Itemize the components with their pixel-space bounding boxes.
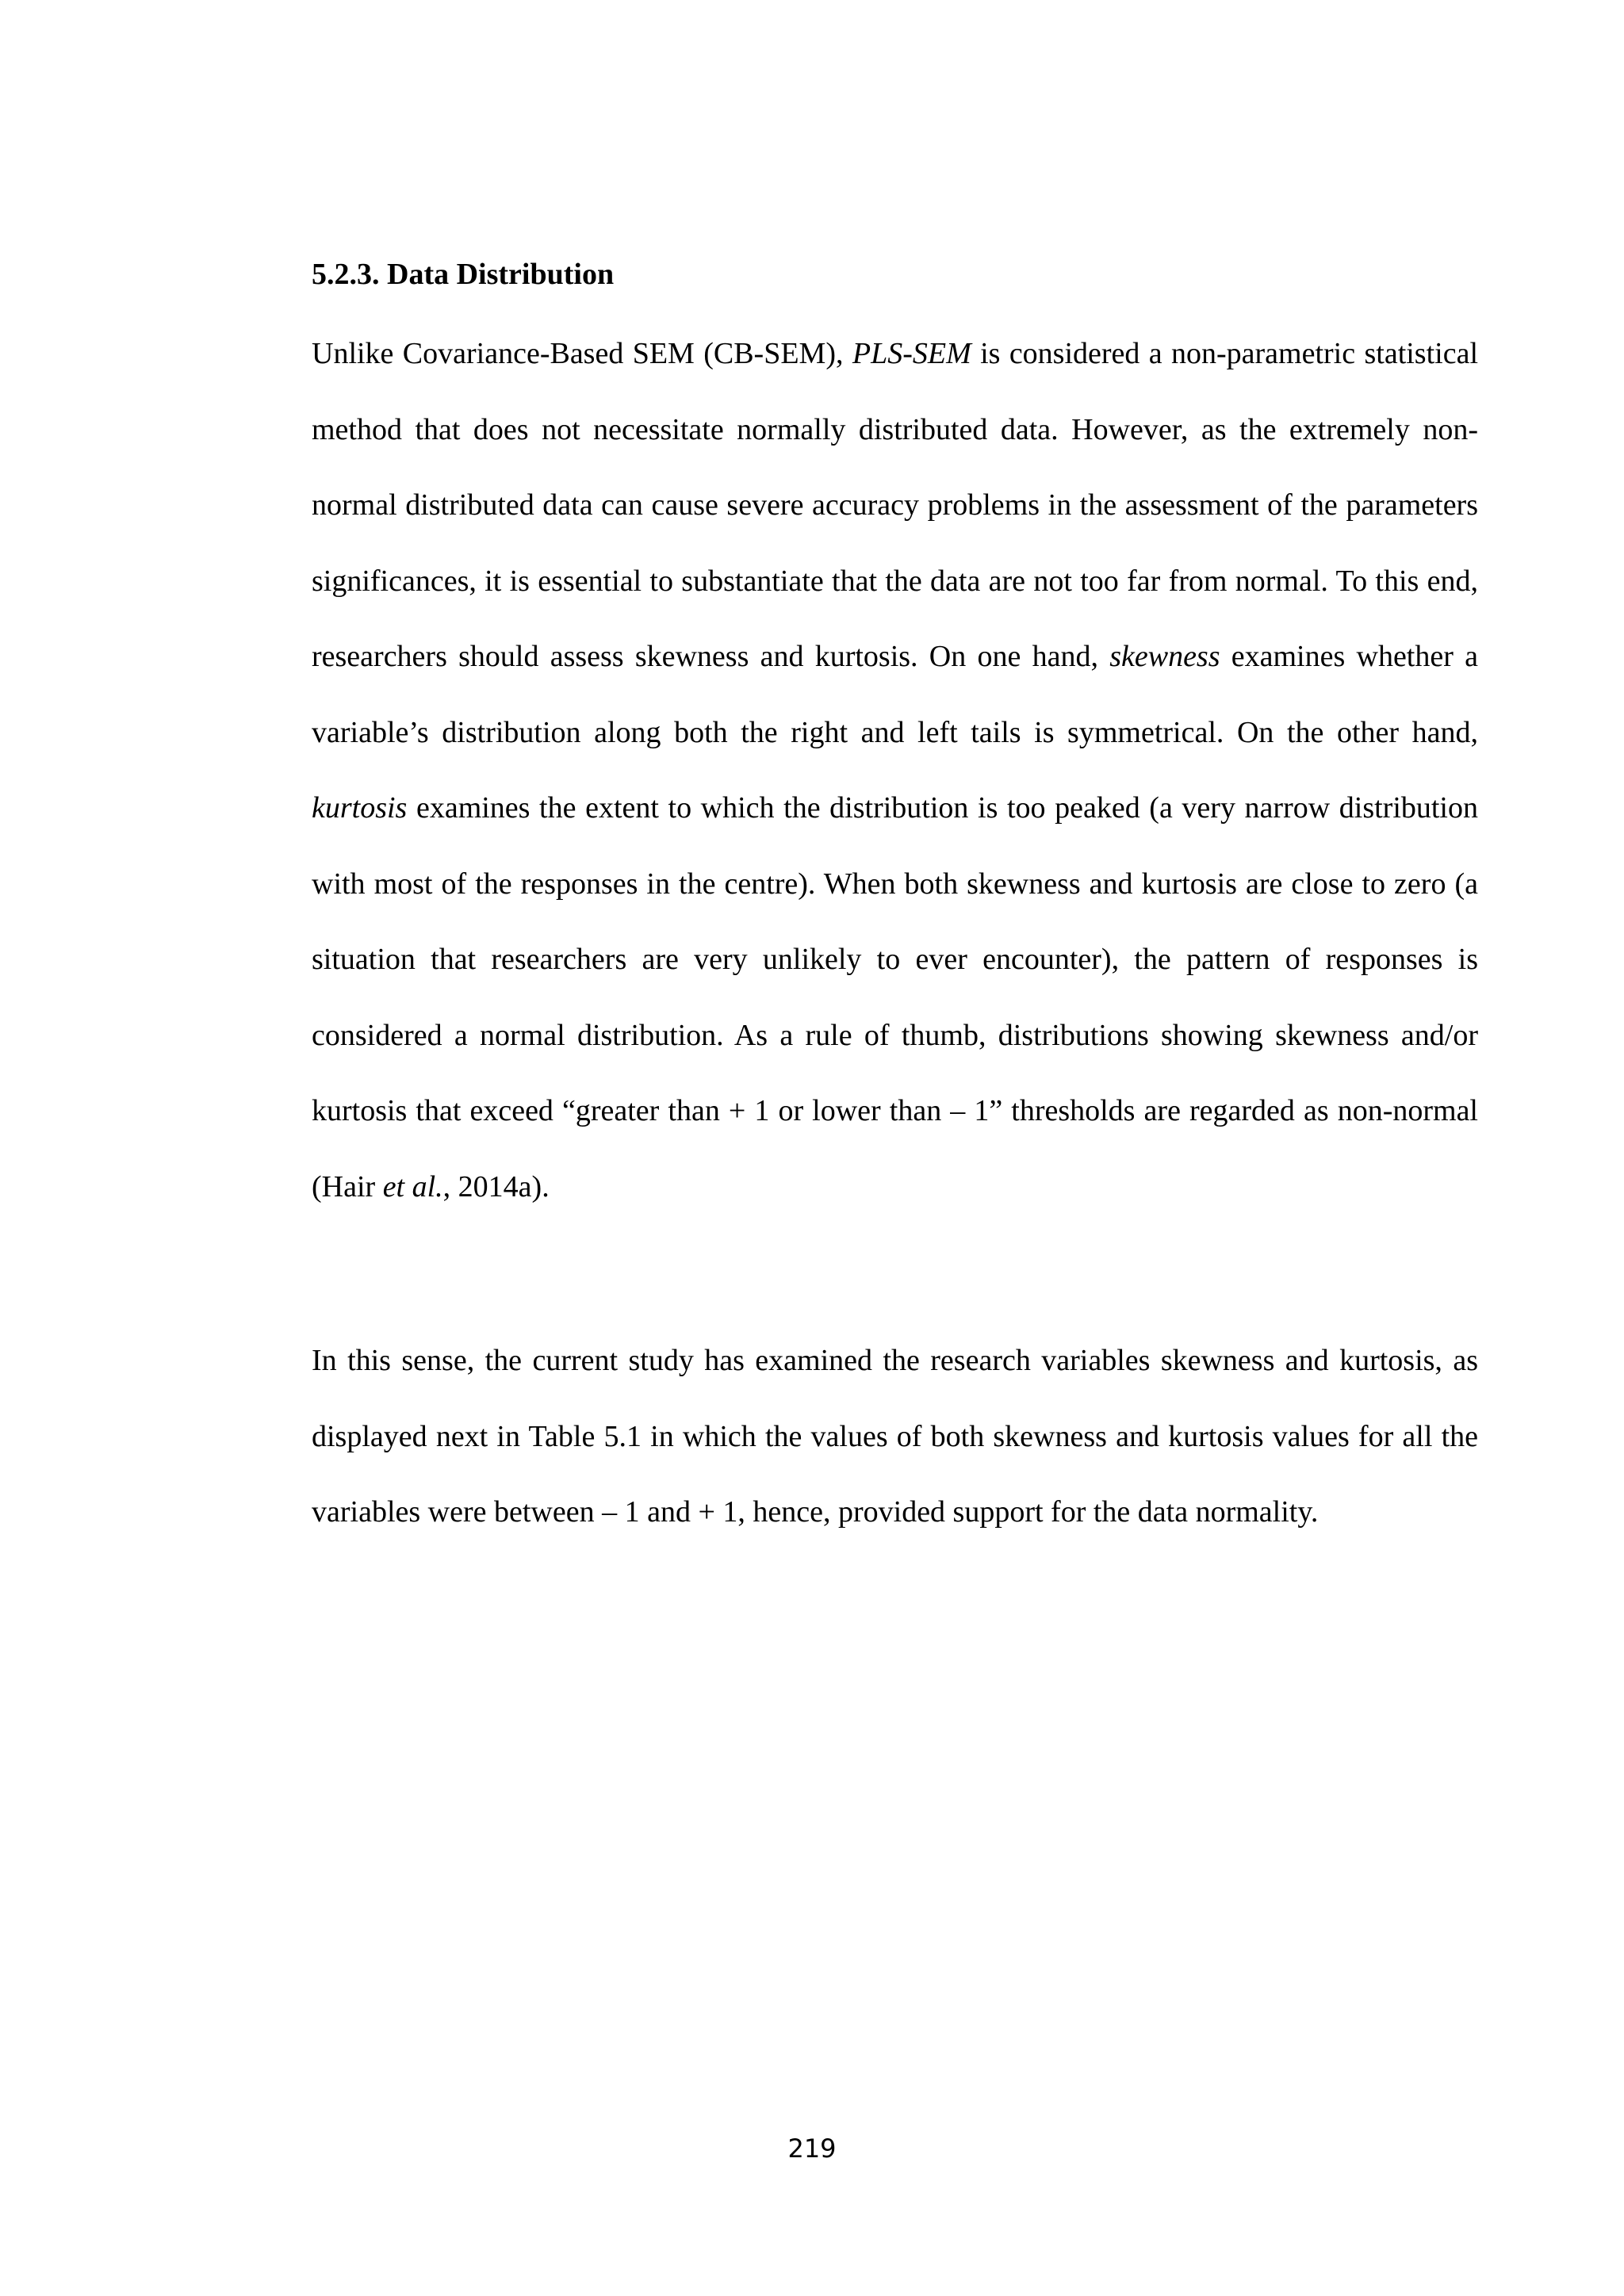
paragraph-text-segment: examines the extent to which the distribution is too peaked (a very narrow distribution with most of the responses in the centre). When both skewness and kurtosis are close to zero (a situation that researchers are very unlikely to ever encounter), the pattern of responses is considered a normal distribution. As a rule of thumb, distributions showing skewness and/or kurtosis that exceed “greater than + 1 or lower than – 1” thresholds are regarded as non-normal (Hair	[312, 791, 1478, 1203]
paragraph-study-normality: In this sense, the current study has examined the research variables skewness and kurtosis, as displayed next in Table 5.1 in which the values of both skewness and kurtosis values for all the variables were between – 1 and + 1, hence, provided support for the data normality.	[312, 1344, 1478, 1529]
paragraph-text-segment: , 2014a).	[442, 1169, 550, 1203]
paragraph-text-segment: examines whether a variable’s distribution along both the right and left tails is symmetrical. On the other hand,	[312, 640, 1478, 749]
section-heading: 5.2.3. Data Distribution	[312, 258, 615, 291]
paragraph-text-segment: is considered a non-parametric statistical method that does not necessitate normally distributed data. However, as the extremely non-normal distributed data can cause severe accuracy problems in the assessment of the parameters significances, it is essential to substantiate that the data are not too far from normal. To this end, researchers should assess skewness and kurtosis. On one hand,	[312, 337, 1478, 673]
page-number: 219	[787, 2133, 837, 2164]
paragraph-data-distribution	[312, 316, 1478, 1225]
italic-citation-et-al: et al.	[382, 1169, 443, 1203]
italic-term-kurtosis: kurtosis	[312, 791, 408, 825]
paragraph-text-segment: Unlike Covariance-Based SEM (CB-SEM),	[312, 337, 852, 370]
italic-term-pls-sem: PLS-SEM	[852, 337, 971, 370]
italic-term-skewness: skewness	[1109, 640, 1220, 673]
